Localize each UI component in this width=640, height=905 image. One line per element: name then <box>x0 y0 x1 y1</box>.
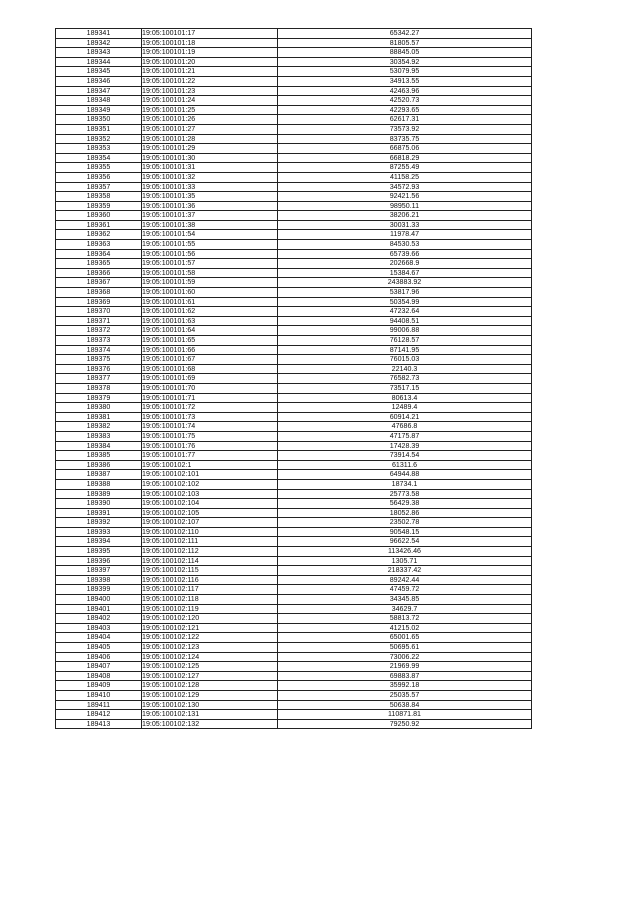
cell-cadastral-number: 19:05:100102:117 <box>142 585 278 595</box>
table-row <box>56 345 532 355</box>
cell-value: 94408.51 <box>278 316 532 326</box>
cell-cadastral-number: 19:05:100101:65 <box>142 336 278 346</box>
table-row <box>56 211 532 221</box>
table-row <box>56 86 532 96</box>
cell-cadastral-number: 19:05:100101:19 <box>142 48 278 58</box>
table-row <box>56 508 532 518</box>
cell-value: 42520.73 <box>278 96 532 106</box>
cell-cadastral-number: 19:05:100101:76 <box>142 441 278 451</box>
cell-id: 189400 <box>56 595 142 605</box>
table-row <box>56 115 532 125</box>
table-row <box>56 326 532 336</box>
cell-cadastral-number: 19:05:100101:22 <box>142 76 278 86</box>
cell-id: 189366 <box>56 268 142 278</box>
cell-cadastral-number: 19:05:100102:102 <box>142 479 278 489</box>
cell-cadastral-number: 19:05:100101:18 <box>142 38 278 48</box>
cell-value: 66875.06 <box>278 144 532 154</box>
cell-id: 189370 <box>56 307 142 317</box>
cell-cadastral-number: 19:05:100102:130 <box>142 700 278 710</box>
cell-cadastral-number: 19:05:100101:58 <box>142 268 278 278</box>
cell-id: 189395 <box>56 547 142 557</box>
table-row <box>56 278 532 288</box>
cell-cadastral-number: 19:05:100102:1 <box>142 460 278 470</box>
cell-value: 73573.92 <box>278 124 532 134</box>
cell-value: 25773.58 <box>278 489 532 499</box>
table-row <box>56 422 532 432</box>
cell-cadastral-number: 19:05:100101:68 <box>142 364 278 374</box>
table-row <box>56 489 532 499</box>
data-table <box>55 28 532 729</box>
table-row <box>56 297 532 307</box>
cell-value: 12489.4 <box>278 403 532 413</box>
cell-id: 189384 <box>56 441 142 451</box>
cell-cadastral-number: 19:05:100102:131 <box>142 710 278 720</box>
cell-value: 34913.55 <box>278 76 532 86</box>
table-row <box>56 220 532 230</box>
cell-value: 60914.21 <box>278 412 532 422</box>
cell-id: 189347 <box>56 86 142 96</box>
table-row <box>56 172 532 182</box>
cell-cadastral-number: 19:05:100101:66 <box>142 345 278 355</box>
cell-id: 189362 <box>56 230 142 240</box>
cell-cadastral-number: 19:05:100101:57 <box>142 259 278 269</box>
table-row <box>56 623 532 633</box>
table-row <box>56 681 532 691</box>
cell-cadastral-number: 19:05:100102:103 <box>142 489 278 499</box>
cell-cadastral-number: 19:05:100101:33 <box>142 182 278 192</box>
table-row <box>56 355 532 365</box>
cell-id: 189346 <box>56 76 142 86</box>
cell-cadastral-number: 19:05:100101:31 <box>142 163 278 173</box>
cell-id: 189360 <box>56 211 142 221</box>
cell-cadastral-number: 19:05:100101:54 <box>142 230 278 240</box>
cell-cadastral-number: 19:05:100102:112 <box>142 547 278 557</box>
cell-cadastral-number: 19:05:100102:132 <box>142 719 278 729</box>
cell-cadastral-number: 19:05:100101:55 <box>142 240 278 250</box>
cell-value: 76128.57 <box>278 336 532 346</box>
cell-value: 17428.39 <box>278 441 532 451</box>
cell-id: 189341 <box>56 29 142 39</box>
cell-id: 189373 <box>56 336 142 346</box>
cell-cadastral-number: 19:05:100102:121 <box>142 623 278 633</box>
cell-id: 189353 <box>56 144 142 154</box>
cell-cadastral-number: 19:05:100101:60 <box>142 288 278 298</box>
cell-cadastral-number: 19:05:100101:27 <box>142 124 278 134</box>
cell-id: 189411 <box>56 700 142 710</box>
cell-cadastral-number: 19:05:100102:120 <box>142 614 278 624</box>
cell-cadastral-number: 19:05:100101:59 <box>142 278 278 288</box>
cell-cadastral-number: 19:05:100102:127 <box>142 671 278 681</box>
cell-id: 189390 <box>56 499 142 509</box>
cell-value: 47175.87 <box>278 431 532 441</box>
cell-id: 189382 <box>56 422 142 432</box>
cell-cadastral-number: 19:05:100102:110 <box>142 527 278 537</box>
table-row <box>56 710 532 720</box>
cell-value: 96622.54 <box>278 537 532 547</box>
cell-value: 1305.71 <box>278 556 532 566</box>
table-row <box>56 460 532 470</box>
cell-cadastral-number: 19:05:100101:63 <box>142 316 278 326</box>
table-row <box>56 259 532 269</box>
cell-value: 80613.4 <box>278 393 532 403</box>
cell-id: 189412 <box>56 710 142 720</box>
table-row <box>56 48 532 58</box>
cell-value: 98950.11 <box>278 201 532 211</box>
cell-cadastral-number: 19:05:100101:74 <box>142 422 278 432</box>
table-row <box>56 566 532 576</box>
cell-id: 189350 <box>56 115 142 125</box>
cell-cadastral-number: 19:05:100101:71 <box>142 393 278 403</box>
cell-cadastral-number: 19:05:100101:61 <box>142 297 278 307</box>
cell-id: 189413 <box>56 719 142 729</box>
cell-id: 189363 <box>56 240 142 250</box>
cell-value: 76582.73 <box>278 374 532 384</box>
cell-value: 50695.61 <box>278 643 532 653</box>
cell-id: 189375 <box>56 355 142 365</box>
cell-value: 69883.87 <box>278 671 532 681</box>
cell-id: 189389 <box>56 489 142 499</box>
table-row <box>56 288 532 298</box>
cell-cadastral-number: 19:05:100102:124 <box>142 652 278 662</box>
cell-value: 41158.25 <box>278 172 532 182</box>
cell-value: 35992.18 <box>278 681 532 691</box>
cell-value: 87255.49 <box>278 163 532 173</box>
cell-cadastral-number: 19:05:100102:107 <box>142 518 278 528</box>
cell-id: 189399 <box>56 585 142 595</box>
cell-id: 189368 <box>56 288 142 298</box>
cell-id: 189403 <box>56 623 142 633</box>
cell-value: 30354.92 <box>278 57 532 67</box>
table-row <box>56 614 532 624</box>
cell-cadastral-number: 19:05:100101:69 <box>142 374 278 384</box>
cell-cadastral-number: 19:05:100101:21 <box>142 67 278 77</box>
cell-id: 189348 <box>56 96 142 106</box>
cell-value: 34572.93 <box>278 182 532 192</box>
table-row <box>56 652 532 662</box>
cell-id: 189351 <box>56 124 142 134</box>
cell-id: 189380 <box>56 403 142 413</box>
cell-cadastral-number: 19:05:100101:67 <box>142 355 278 365</box>
cell-cadastral-number: 19:05:100102:116 <box>142 575 278 585</box>
cell-cadastral-number: 19:05:100101:62 <box>142 307 278 317</box>
cell-cadastral-number: 19:05:100101:30 <box>142 153 278 163</box>
table-row <box>56 393 532 403</box>
cell-value: 92421.56 <box>278 192 532 202</box>
table-row <box>56 499 532 509</box>
cell-cadastral-number: 19:05:100102:123 <box>142 643 278 653</box>
cell-id: 189364 <box>56 249 142 259</box>
cell-id: 189394 <box>56 537 142 547</box>
table-row <box>56 518 532 528</box>
table-row <box>56 527 532 537</box>
cell-value: 41215.02 <box>278 623 532 633</box>
cell-value: 113426.46 <box>278 547 532 557</box>
cell-value: 18052.86 <box>278 508 532 518</box>
cell-value: 38206.21 <box>278 211 532 221</box>
cell-id: 189396 <box>56 556 142 566</box>
cell-id: 189381 <box>56 412 142 422</box>
table-row <box>56 201 532 211</box>
cell-value: 65739.66 <box>278 249 532 259</box>
cell-value: 21969.99 <box>278 662 532 672</box>
table-row <box>56 57 532 67</box>
cell-cadastral-number: 19:05:100101:37 <box>142 211 278 221</box>
cell-value: 25035.57 <box>278 690 532 700</box>
cell-value: 58813.72 <box>278 614 532 624</box>
cell-cadastral-number: 19:05:100101:17 <box>142 29 278 39</box>
cell-value: 84530.53 <box>278 240 532 250</box>
cell-id: 189409 <box>56 681 142 691</box>
cell-cadastral-number: 19:05:100102:114 <box>142 556 278 566</box>
cell-id: 189369 <box>56 297 142 307</box>
cell-cadastral-number: 19:05:100101:32 <box>142 172 278 182</box>
table-row <box>56 249 532 259</box>
cell-value: 62617.31 <box>278 115 532 125</box>
cell-value: 34629.7 <box>278 604 532 614</box>
table-row <box>56 134 532 144</box>
table-row <box>56 144 532 154</box>
cell-cadastral-number: 19:05:100102:104 <box>142 499 278 509</box>
table-row <box>56 76 532 86</box>
cell-id: 189388 <box>56 479 142 489</box>
cell-value: 99006.88 <box>278 326 532 336</box>
cell-cadastral-number: 19:05:100101:70 <box>142 383 278 393</box>
cell-id: 189392 <box>56 518 142 528</box>
cell-cadastral-number: 19:05:100101:36 <box>142 201 278 211</box>
cell-id: 189410 <box>56 690 142 700</box>
cell-id: 189343 <box>56 48 142 58</box>
cell-id: 189402 <box>56 614 142 624</box>
cell-value: 65342.27 <box>278 29 532 39</box>
cell-id: 189355 <box>56 163 142 173</box>
cell-id: 189349 <box>56 105 142 115</box>
table-row <box>56 643 532 653</box>
table-row <box>56 240 532 250</box>
cell-value: 73517.15 <box>278 383 532 393</box>
table-row <box>56 690 532 700</box>
table-row <box>56 719 532 729</box>
cell-value: 73914.54 <box>278 451 532 461</box>
table-row <box>56 307 532 317</box>
cell-id: 189393 <box>56 527 142 537</box>
table-row <box>56 441 532 451</box>
cell-id: 189365 <box>56 259 142 269</box>
table-row <box>56 403 532 413</box>
table-row <box>56 67 532 77</box>
cell-value: 83735.75 <box>278 134 532 144</box>
table-row <box>56 268 532 278</box>
cell-cadastral-number: 19:05:100101:72 <box>142 403 278 413</box>
cell-value: 87141.95 <box>278 345 532 355</box>
cell-cadastral-number: 19:05:100102:122 <box>142 633 278 643</box>
table-row <box>56 451 532 461</box>
cell-cadastral-number: 19:05:100101:24 <box>142 96 278 106</box>
cell-value: 66818.29 <box>278 153 532 163</box>
cell-value: 81805.57 <box>278 38 532 48</box>
cell-value: 65001.65 <box>278 633 532 643</box>
cell-cadastral-number: 19:05:100102:101 <box>142 470 278 480</box>
cell-id: 189356 <box>56 172 142 182</box>
cell-value: 53817.96 <box>278 288 532 298</box>
table-row <box>56 124 532 134</box>
cell-id: 189406 <box>56 652 142 662</box>
cell-cadastral-number: 19:05:100102:129 <box>142 690 278 700</box>
cell-value: 47459.72 <box>278 585 532 595</box>
cell-value: 202668.9 <box>278 259 532 269</box>
cell-cadastral-number: 19:05:100101:77 <box>142 451 278 461</box>
cell-cadastral-number: 19:05:100102:111 <box>142 537 278 547</box>
cell-cadastral-number: 19:05:100101:20 <box>142 57 278 67</box>
cell-value: 61311.6 <box>278 460 532 470</box>
cell-cadastral-number: 19:05:100101:25 <box>142 105 278 115</box>
cell-cadastral-number: 19:05:100101:38 <box>142 220 278 230</box>
table-row <box>56 575 532 585</box>
cell-id: 189383 <box>56 431 142 441</box>
cell-value: 56429.38 <box>278 499 532 509</box>
table-row <box>56 316 532 326</box>
table-row <box>56 662 532 672</box>
table-row <box>56 547 532 557</box>
cell-value: 243883.92 <box>278 278 532 288</box>
table-row <box>56 336 532 346</box>
cell-id: 189345 <box>56 67 142 77</box>
cell-id: 189374 <box>56 345 142 355</box>
cell-value: 30031.33 <box>278 220 532 230</box>
cell-value: 73006.22 <box>278 652 532 662</box>
cell-cadastral-number: 19:05:100101:28 <box>142 134 278 144</box>
cell-id: 189378 <box>56 383 142 393</box>
cell-value: 23502.78 <box>278 518 532 528</box>
cell-cadastral-number: 19:05:100102:115 <box>142 566 278 576</box>
cell-id: 189398 <box>56 575 142 585</box>
cell-id: 189405 <box>56 643 142 653</box>
cell-value: 50638.84 <box>278 700 532 710</box>
cell-id: 189387 <box>56 470 142 480</box>
cell-value: 89242.44 <box>278 575 532 585</box>
table-row <box>56 585 532 595</box>
cell-id: 189377 <box>56 374 142 384</box>
cell-cadastral-number: 19:05:100101:26 <box>142 115 278 125</box>
cell-cadastral-number: 19:05:100101:56 <box>142 249 278 259</box>
cell-id: 189344 <box>56 57 142 67</box>
cell-value: 110871.81 <box>278 710 532 720</box>
cell-cadastral-number: 19:05:100102:119 <box>142 604 278 614</box>
table-row <box>56 163 532 173</box>
table-row <box>56 38 532 48</box>
cell-value: 47686.8 <box>278 422 532 432</box>
cell-cadastral-number: 19:05:100102:105 <box>142 508 278 518</box>
cell-cadastral-number: 19:05:100101:64 <box>142 326 278 336</box>
table-row <box>56 192 532 202</box>
cell-id: 189358 <box>56 192 142 202</box>
cell-value: 42293.65 <box>278 105 532 115</box>
table-row <box>56 383 532 393</box>
cell-cadastral-number: 19:05:100102:125 <box>142 662 278 672</box>
cell-cadastral-number: 19:05:100102:128 <box>142 681 278 691</box>
cell-id: 189401 <box>56 604 142 614</box>
table-row <box>56 595 532 605</box>
cell-value: 42463.96 <box>278 86 532 96</box>
table-row <box>56 470 532 480</box>
table-row <box>56 29 532 39</box>
cell-value: 218337.42 <box>278 566 532 576</box>
table-row <box>56 479 532 489</box>
cell-value: 90548.15 <box>278 527 532 537</box>
data-table-body <box>56 29 532 729</box>
table-row <box>56 374 532 384</box>
cell-id: 189359 <box>56 201 142 211</box>
table-row <box>56 700 532 710</box>
cell-id: 189367 <box>56 278 142 288</box>
cell-id: 189386 <box>56 460 142 470</box>
cell-value: 47232.64 <box>278 307 532 317</box>
cell-value: 53079.95 <box>278 67 532 77</box>
cell-id: 189391 <box>56 508 142 518</box>
cell-value: 64944.88 <box>278 470 532 480</box>
table-row <box>56 105 532 115</box>
cell-id: 189397 <box>56 566 142 576</box>
cell-id: 189354 <box>56 153 142 163</box>
cell-cadastral-number: 19:05:100101:73 <box>142 412 278 422</box>
table-row <box>56 182 532 192</box>
cell-value: 22140.3 <box>278 364 532 374</box>
table-row <box>56 604 532 614</box>
table-row <box>56 671 532 681</box>
cell-id: 189404 <box>56 633 142 643</box>
cell-cadastral-number: 19:05:100101:35 <box>142 192 278 202</box>
cell-id: 189342 <box>56 38 142 48</box>
cell-id: 189371 <box>56 316 142 326</box>
table-row <box>56 230 532 240</box>
cell-id: 189376 <box>56 364 142 374</box>
table-row <box>56 364 532 374</box>
cell-value: 76015.03 <box>278 355 532 365</box>
cell-value: 34345.85 <box>278 595 532 605</box>
cell-cadastral-number: 19:05:100101:29 <box>142 144 278 154</box>
cell-id: 189408 <box>56 671 142 681</box>
cell-value: 11978.47 <box>278 230 532 240</box>
cell-id: 189385 <box>56 451 142 461</box>
table-row <box>56 556 532 566</box>
cell-value: 15384.67 <box>278 268 532 278</box>
cell-value: 50354.99 <box>278 297 532 307</box>
cell-id: 189372 <box>56 326 142 336</box>
table-row <box>56 537 532 547</box>
cell-id: 189407 <box>56 662 142 672</box>
table-row <box>56 96 532 106</box>
cell-id: 189352 <box>56 134 142 144</box>
cell-cadastral-number: 19:05:100102:118 <box>142 595 278 605</box>
cell-id: 189379 <box>56 393 142 403</box>
table-row <box>56 633 532 643</box>
cell-cadastral-number: 19:05:100101:75 <box>142 431 278 441</box>
table-row <box>56 412 532 422</box>
cell-id: 189357 <box>56 182 142 192</box>
cell-value: 18734.1 <box>278 479 532 489</box>
cell-id: 189361 <box>56 220 142 230</box>
table-row <box>56 431 532 441</box>
cell-value: 79250.92 <box>278 719 532 729</box>
cell-cadastral-number: 19:05:100101:23 <box>142 86 278 96</box>
table-row <box>56 153 532 163</box>
cell-value: 88845.05 <box>278 48 532 58</box>
